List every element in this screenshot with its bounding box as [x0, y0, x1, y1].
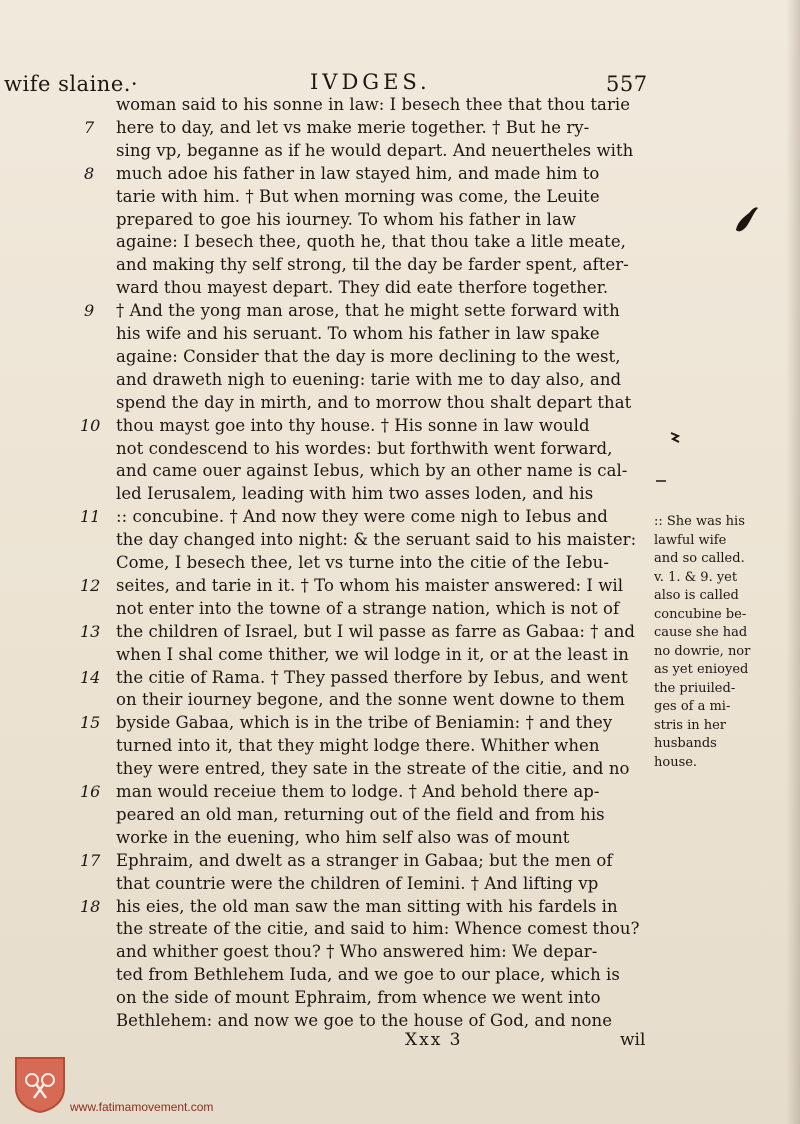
verse-number: 7: [84, 117, 95, 137]
watermark-logo: [12, 1054, 68, 1114]
text-line: on the side of mount Ephraim, from whence we went into: [116, 988, 601, 1008]
verse-number: 18: [80, 896, 101, 916]
marginal-note-line: also is called: [654, 588, 739, 603]
signature-mark: Xxx 3: [405, 1030, 463, 1050]
marginal-note-line: lawful wife: [654, 532, 727, 548]
verse-number: 12: [80, 575, 101, 595]
text-line: not enter into the towne of a strange nation, which is not of: [116, 598, 620, 618]
verse-number: 16: [80, 782, 101, 801]
marginal-note-line: the priuiled-: [654, 680, 736, 696]
marginal-note-line: ges of a mi-: [654, 699, 731, 714]
text-line: Ephraim, and dwelt as a stranger in Gabaa; but the men of: [116, 850, 613, 870]
text-line: † And the yong man arose, that he might sette forward with: [116, 301, 620, 321]
verse-number: 9: [84, 301, 95, 321]
ink-mark-icon: [668, 430, 682, 450]
text-line: sing vp, beganne as if he would depart. And neuertheles with: [116, 140, 634, 160]
verse-number: 15: [80, 713, 101, 733]
marginal-note-line: husbands: [654, 736, 717, 751]
text-line: :: concubine. † And now they were come nigh to Iebus and: [116, 507, 608, 527]
text-line: they were entred, they sate in the streate of the citie, and no: [116, 759, 630, 779]
text-line: and came ouer against Iebus, which by an other name is cal-: [116, 461, 628, 481]
text-line: thou mayst goe into thy house. † His sonne in law would: [116, 415, 590, 435]
text-line: tarie with him. † But when morning was come, the Leuite: [116, 186, 600, 206]
verse-number: 11: [80, 507, 101, 527]
verse-number: 14: [80, 667, 101, 687]
marginal-note: [654, 513, 784, 772]
marginal-note-line: v. 1. & 9. yet: [654, 569, 738, 585]
verse-number: 10: [80, 415, 101, 435]
text-line: againe: Consider that the day is more declining to the west,: [116, 346, 621, 366]
text-line: on their iourney begone, and the sonne went downe to them: [116, 690, 625, 710]
page-edge-shadow: [786, 0, 800, 1124]
text-line: ward thou mayest depart. They did eate therfore together.: [116, 278, 609, 298]
text-line: the streate of the citie, and said to him: Whence comest thou?: [116, 919, 640, 939]
dash-mark-icon: [655, 478, 667, 484]
header-book-title: IVDGES.: [310, 70, 431, 94]
text-line: ted from Bethlehem Iuda, and we goe to our place, which is: [116, 965, 620, 985]
marginal-note-line: stris in her: [654, 717, 727, 733]
text-line: much adoe his father in law stayed him, and made him to: [116, 163, 600, 183]
page-number: 557: [606, 72, 648, 96]
marginal-note-line: concubine be-: [654, 606, 747, 622]
verse-number: 13: [80, 621, 101, 641]
text-line: worke in the euening, who him self also was of mount: [116, 827, 570, 847]
marginal-note-line: as yet enioyed: [654, 662, 749, 677]
text-line: prepared to goe his iourney. To whom his father in law: [116, 209, 577, 229]
text-line: byside Gabaa, which is in the tribe of Beniamin: † and they: [116, 713, 613, 733]
verse-number: 17: [80, 850, 101, 870]
marginal-note-line: no dowrie, nor: [654, 643, 751, 659]
text-line: turned into it, that they might lodge there. Whither when: [116, 736, 600, 756]
text-line: led Ierusalem, leading with him two asses loden, and his: [116, 484, 594, 504]
text-line: when I shal come thither, we wil lodge in it, or at the least in: [116, 644, 629, 664]
text-line: the day changed into night: & the seruant said to his maister:: [116, 530, 637, 550]
text-line: the citie of Rama. † They passed therfore by Iebus, and went: [116, 667, 628, 687]
text-line: peared an old man, returning out of the field and from his: [116, 804, 605, 824]
text-line: againe: I besech thee, quoth he, that thou take a litle meate,: [116, 232, 626, 252]
text-line: his wife and his seruant. To whom his father in law spake: [116, 324, 600, 343]
text-line: spend the day in mirth, and to morrow thou shalt depart that: [116, 392, 632, 412]
header-left-text: wife slaine.·: [4, 72, 139, 96]
text-line: and making thy self strong, til the day be farder spent, after-: [116, 255, 629, 275]
text-line: his eies, the old man saw the man sitting with his fardels in: [116, 896, 618, 916]
marginal-note-line: house.: [654, 754, 698, 770]
text-line: woman said to his sonne in law: I besech thee that thou tarie: [116, 95, 631, 114]
text-line: here to day, and let vs make merie together. † But he ry-: [116, 117, 590, 137]
text-line: that countrie were the children of Iemini. † And lifting vp: [116, 873, 599, 893]
ink-blot-icon: [732, 204, 760, 236]
text-line: Bethlehem: and now we goe to the house of God, and none: [116, 1011, 613, 1030]
marginal-note-line: :: She was his: [654, 514, 745, 529]
text-line: not condescend to his wordes: but forthwith went forward,: [116, 438, 613, 458]
verse-number: 8: [84, 163, 95, 183]
marginal-note-line: and so called.: [654, 551, 745, 566]
text-line: man would receiue them to lodge. † And behold there ap-: [116, 782, 600, 801]
marginal-note-line: cause she had: [654, 625, 748, 640]
text-line: the children of Israel, but I wil passe as farre as Gabaa: † and: [116, 621, 636, 641]
text-line: and draweth nigh to euening: tarie with me to day also, and: [116, 369, 622, 389]
catchword: wil: [620, 1030, 646, 1050]
text-line: Come, I besech thee, let vs turne into the citie of the Iebu-: [116, 553, 609, 572]
watermark-url: www.fatimamovement.com: [70, 1100, 214, 1114]
text-line: and whither goest thou? † Who answered him: We depar-: [116, 942, 598, 962]
text-line: seites, and tarie in it. † To whom his maister answered: I wil: [116, 575, 624, 595]
